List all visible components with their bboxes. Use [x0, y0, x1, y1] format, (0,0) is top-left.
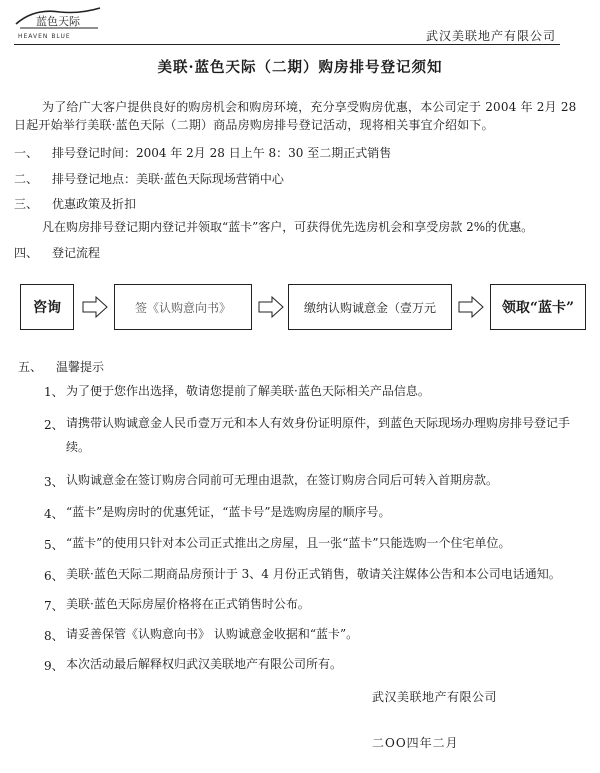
section-2 [14, 170, 284, 188]
page-title: 美联·蓝色天际（二期）购房排号登记须知 [157, 59, 443, 76]
registration-flowchart [14, 284, 586, 334]
section-number: 一、 [14, 146, 39, 160]
section-4 [14, 244, 100, 262]
logo-mark-icon [14, 6, 104, 32]
tip-text: 为了便于您作出选择，敬请您提前了解美联·蓝色天际相关产品信息。 [66, 384, 430, 398]
tip-text: 请携带认购诚意金人民币壹万元和本人有效身份证明原件，到蓝色天际现场办理购房排号登记手续。 [66, 416, 571, 454]
tip-number: 6、 [44, 569, 64, 583]
tip-text: 请妥善保管《认购意向书》 认购诚意金收据和“蓝卡”。 [66, 627, 359, 641]
svg-text:蓝色天际: 蓝色天际 [36, 15, 80, 28]
tip-number: 1、 [44, 385, 64, 399]
tip-text: 美联·蓝色天际二期商品房预计于 3、4 月份正式销售，敬请关注媒体公告和本公司电话通知。 [66, 567, 561, 581]
section-number: 五、 [18, 360, 43, 374]
tip-number: 7、 [44, 599, 64, 613]
company-logo [14, 6, 104, 42]
section-text: 登记流程 [52, 246, 101, 260]
signature-date: 二OO四年二月 [372, 736, 459, 750]
flow-step-sign-intent: 签《认购意向书》 [114, 284, 252, 330]
arrow-right-icon [458, 295, 484, 319]
flow-step-consult: 咨询 [20, 284, 74, 330]
header-divider [14, 44, 560, 45]
section-1 [14, 144, 391, 162]
tip-text: “蓝卡”是购房时的优惠凭证，“蓝卡号”是选购房屋的顺序号。 [66, 505, 391, 519]
section-number: 四、 [14, 246, 39, 260]
tip-text: 美联·蓝色天际房屋价格将在正式销售时公布。 [66, 597, 310, 611]
arrow-right-icon [82, 295, 108, 319]
tip-number: 2、 [44, 418, 64, 432]
tip-text: “蓝卡”的使用只针对本公司正式推出之房屋，且一张“蓝卡”只能选购一个住宅单位。 [66, 536, 511, 550]
section-text: 排号登记时间：2004 年 2月 28 日上午 8：30 至二期正式销售 [52, 146, 392, 160]
tip-text: 本次活动最后解释权归武汉美联地产有限公司所有。 [66, 657, 343, 671]
tip-number: 3、 [44, 475, 64, 489]
letterhead [0, 0, 600, 50]
policy-paragraph: 凡在购房排号登记期内登记并领取“蓝卡”客户，可获得优先选房机会和享受房款 2%的优惠。 [42, 220, 534, 234]
logo-text: HEAVEN BLUE [18, 33, 71, 40]
section-number: 二、 [14, 172, 39, 186]
signature-company: 武汉美联地产有限公司 [372, 690, 498, 704]
section-number: 三、 [14, 197, 39, 211]
section-5 [18, 358, 104, 376]
section-text: 排号登记地点：美联·蓝色天际现场营销中心 [52, 172, 284, 186]
header-company-name: 武汉美联地产有限公司 [425, 29, 556, 43]
tip-number: 8、 [44, 629, 64, 643]
flow-step-receive-blue-card: 领取“蓝卡” [490, 284, 586, 330]
intro-paragraph: 为了给广大客户提供良好的购房机会和购房环境，充分享受购房优惠，本公司定于 2004 年 2月 28 日起开始举行美联·蓝色天际（二期）商品房购房排号登记活动，现将相关事宜介绍如下。 [14, 100, 577, 132]
tip-number: 4、 [44, 507, 64, 521]
section-text: 优惠政策及折扣 [52, 197, 137, 211]
arrow-right-icon [258, 295, 284, 319]
tip-number: 5、 [44, 538, 64, 552]
flow-step-pay-deposit: 缴纳认购诚意金（壹万元 [288, 284, 452, 330]
tip-text: 认购诚意金在签订购房合同前可无理由退款，在签订购房合同后可转入首期房款。 [66, 473, 499, 487]
tip-number: 9、 [44, 659, 64, 673]
section-3 [14, 195, 136, 213]
section-text: 温馨提示 [56, 360, 105, 374]
